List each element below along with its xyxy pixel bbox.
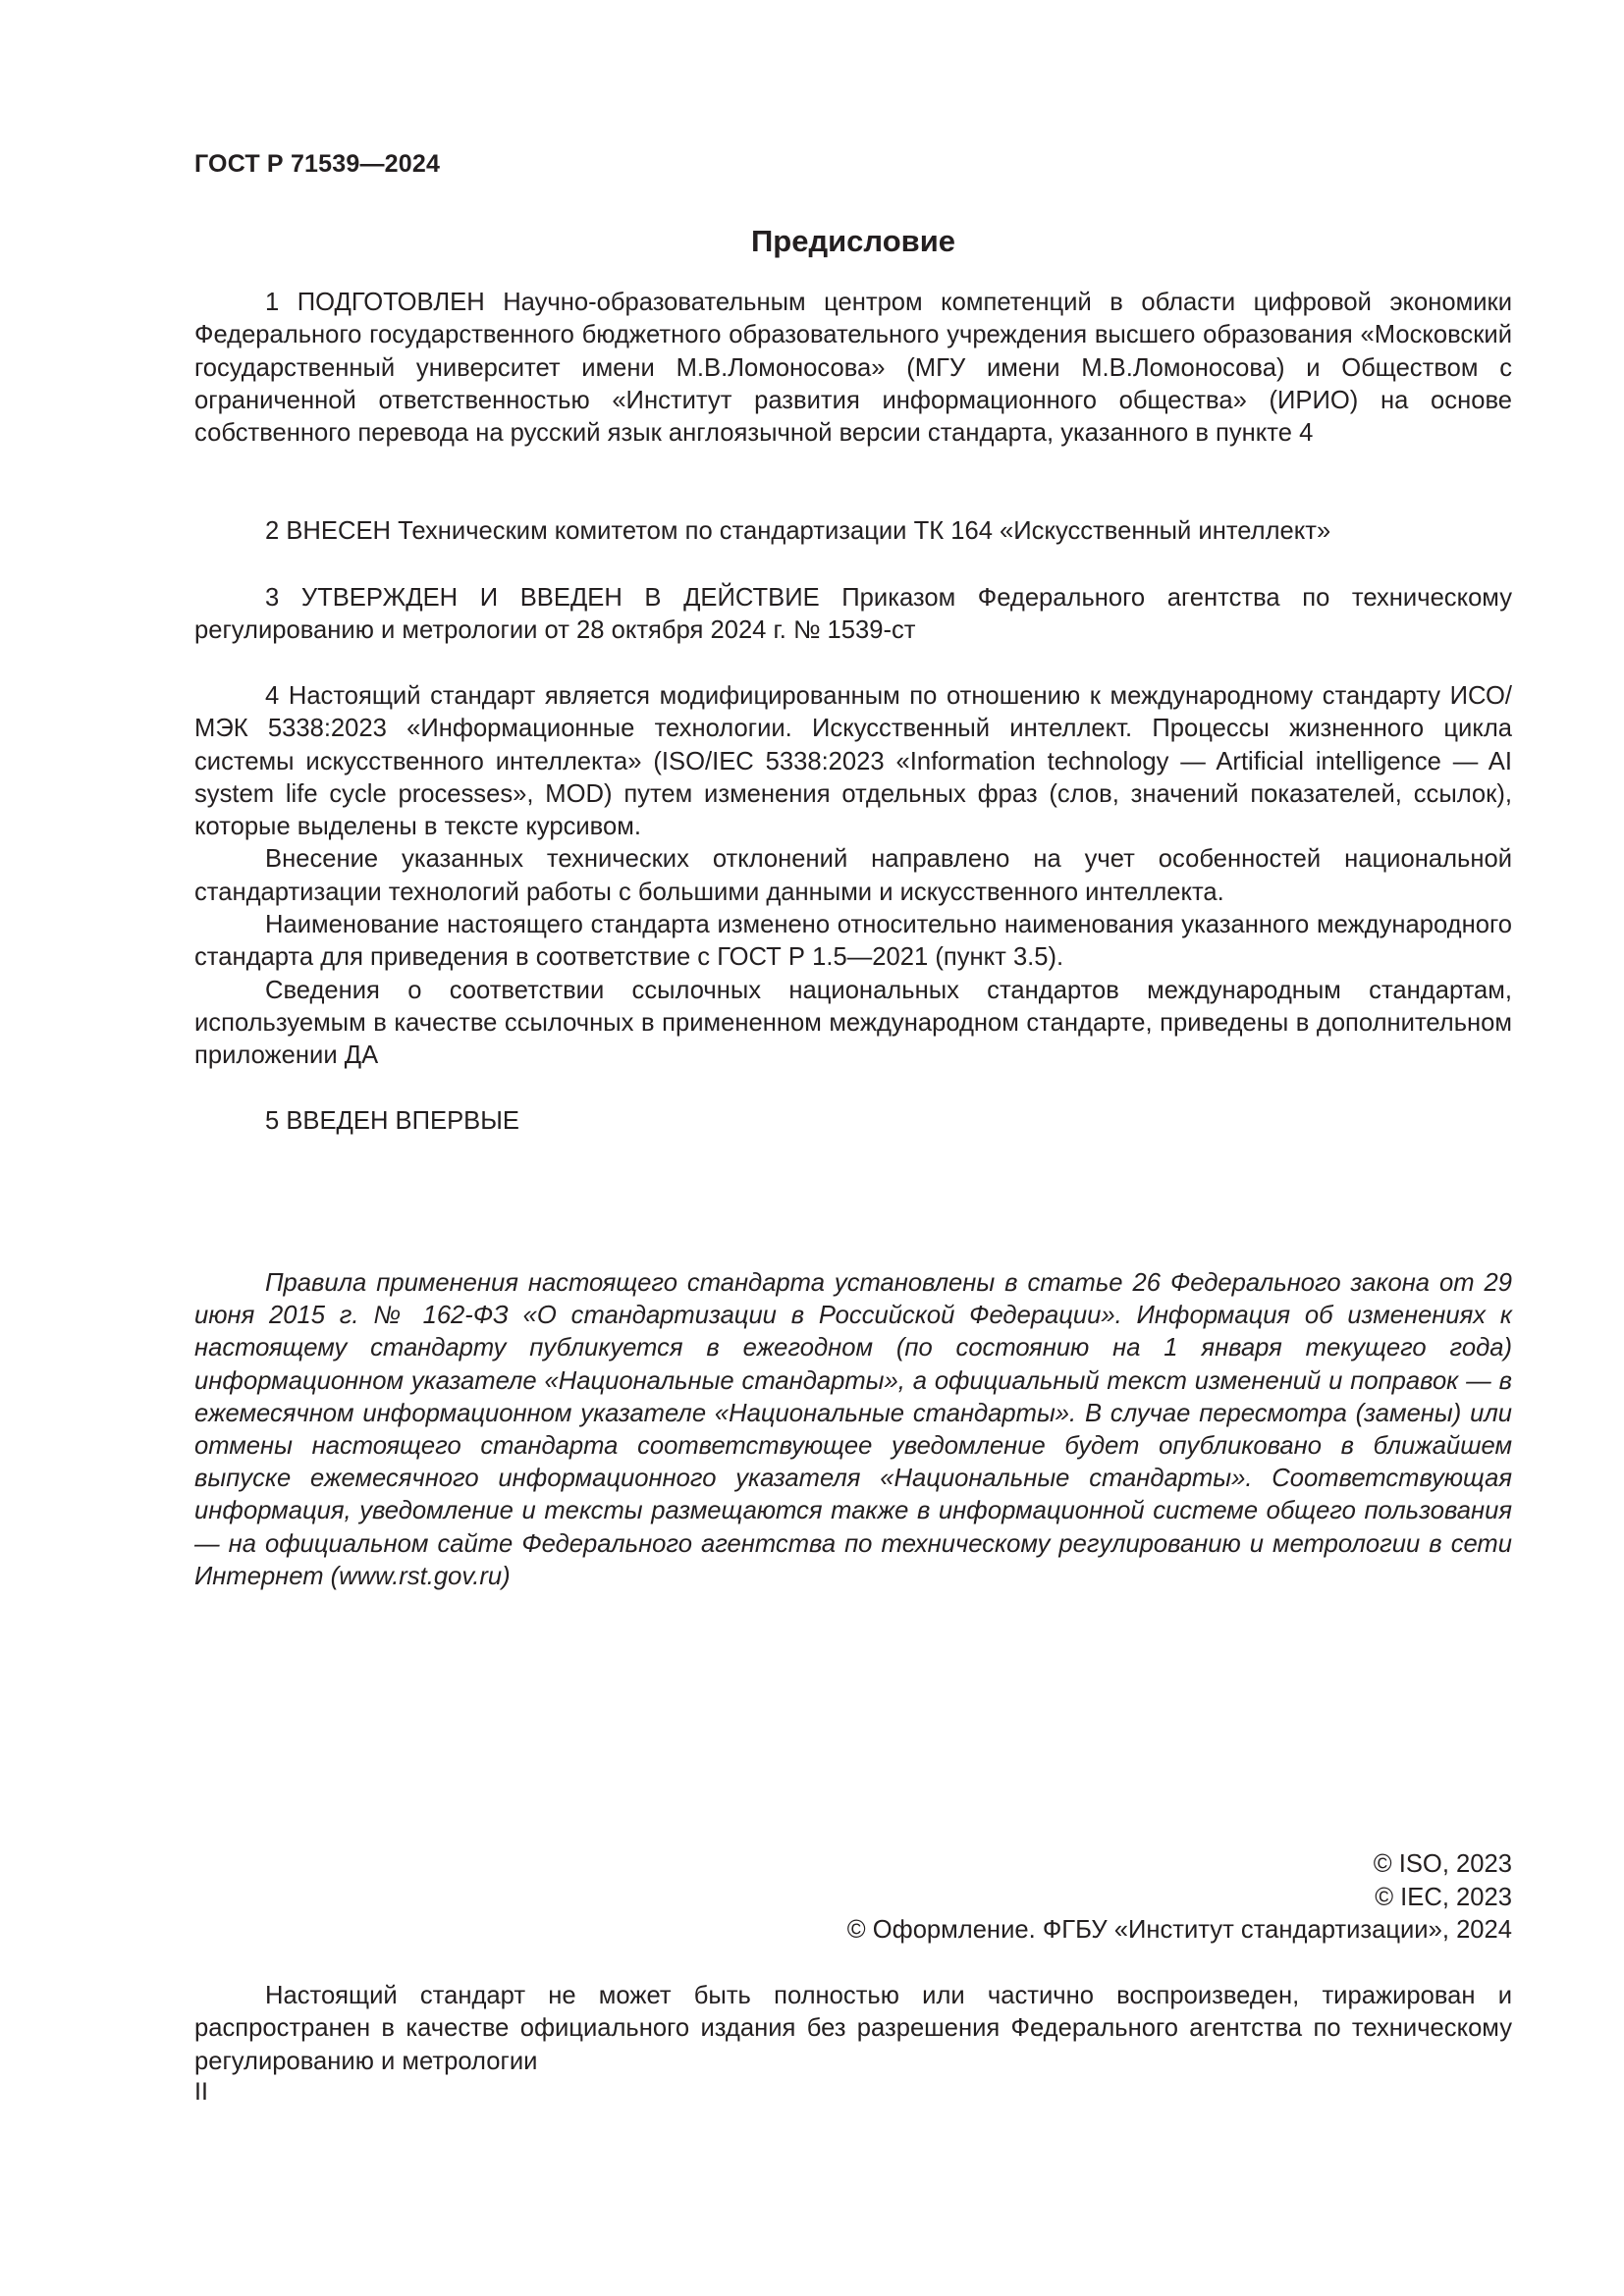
section-4 [194, 680, 1512, 1073]
page-title: Предисловие [750, 224, 955, 258]
section-2-text: 2 ВНЕСЕН Техническим комитетом по стандартизации ТК 164 «Искусственный интеллект» [265, 517, 1331, 545]
section-1 [194, 287, 1512, 450]
section-5 [194, 1105, 1512, 1138]
reproduction-notice-text: Настоящий стандарт не может быть полностью или частично воспроизведен, тиражирован и распространен в качестве официального издания без разрешения Федерального агентства по техническому регулированию и метрологии [194, 1982, 1512, 2075]
copyright-iso: © ISO, 2023 [1373, 1850, 1512, 1878]
copyright-block [847, 1848, 1512, 1948]
document-code: ГОСТ Р 71539—2024 [194, 150, 441, 178]
section-3 [194, 582, 1512, 648]
section-4-paragraph-4: Сведения о соответствии ссылочных национальных стандартов международным стандартам, используемым в качестве ссылочных в примененном международном стандарте, приведены в дополнительном приложении ДА [194, 976, 1512, 1070]
page-number: II [194, 2078, 208, 2106]
copyright-design: © Оформление. ФГБУ «Институт стандартизации», 2024 [846, 1916, 1512, 1944]
section-2 [194, 515, 1512, 548]
section-4-paragraph-1: 4 Настоящий стандарт является модифицированным по отношению к международному стандарту ИСО/МЭК 5338:2023 «Информационные технологии. Искусственный интеллект. Процессы жизненного цикла системы искусственного интеллекта» (ISO/IEC 5338:2023 «Information technology — Artificial intelligence — AI system life cycle processes», MOD) путем изменения отдельных фраз (слов, значений показателей, ссылок), которые выделены в тексте курсивом. [194, 682, 1512, 841]
section-1-text: 1 ПОДГОТОВЛЕН Научно-образовательным центром компетенций в области цифровой экономики Федерального государственного бюджетного образовательного учреждения высшего образования «Московский государственный университет имени М.В.Ломоносова» (МГУ имени М.В.Ломоносова) и Обществом с ограниченной ответственностью «Институт развития информационного общества» (ИРИО) на основе собственного перевода на русский язык англоязычной версии стандарта, указанного в пункте 4 [194, 289, 1512, 448]
section-4-paragraph-2: Внесение указанных технических отклонений направлено на учет особенностей национальной стандартизации технологий работы с большими данными и искусственного интеллекта. [194, 845, 1512, 906]
section-5-text: 5 ВВЕДЕН ВПЕРВЫЕ [265, 1107, 519, 1135]
copyright-iec: © IEC, 2023 [1375, 1883, 1512, 1911]
section-4-paragraph-3: Наименование настоящего стандарта изменено относительно наименования указанного международного стандарта для приведения в соответствие с ГОСТ Р 1.5—2021 (пункт 3.5). [194, 911, 1512, 972]
rules-notice-text: Правила применения настоящего стандарта установлены в статье 26 Федерального закона от 29 июня 2015 г. № 162-ФЗ «О стандартизации в Российской Федерации». Информация об изменениях к настоящему стандарту публикуется в ежегодном (по состоянию на 1 января текущего года) информационном указателе «Национальные стандарты», а официальный текст изменений и поправок — в ежемесячном информационном указателе «Национальные стандарты». В случае пересмотра (замены) или отмены настоящего стандарта соответствующее уведомление будет опубликовано в ближайшем выпуске ежемесячного информационного указателя «Национальные стандарты». Соответствующая информация, уведомление и тексты размещаются также в информационной системе общего пользования — на официальном сайте Федерального агентства по техническому регулированию и метрологии в сети Интернет (www.rst.gov.ru) [194, 1269, 1512, 1590]
reproduction-notice [194, 1980, 1512, 2078]
rules-notice [194, 1267, 1512, 1593]
section-3-text: 3 УТВЕРЖДЕН И ВВЕДЕН В ДЕЙСТВИЕ Приказом Федерального агентства по техническому регулированию и метрологии от 28 октября 2024 г. № 1539-ст [194, 584, 1512, 645]
